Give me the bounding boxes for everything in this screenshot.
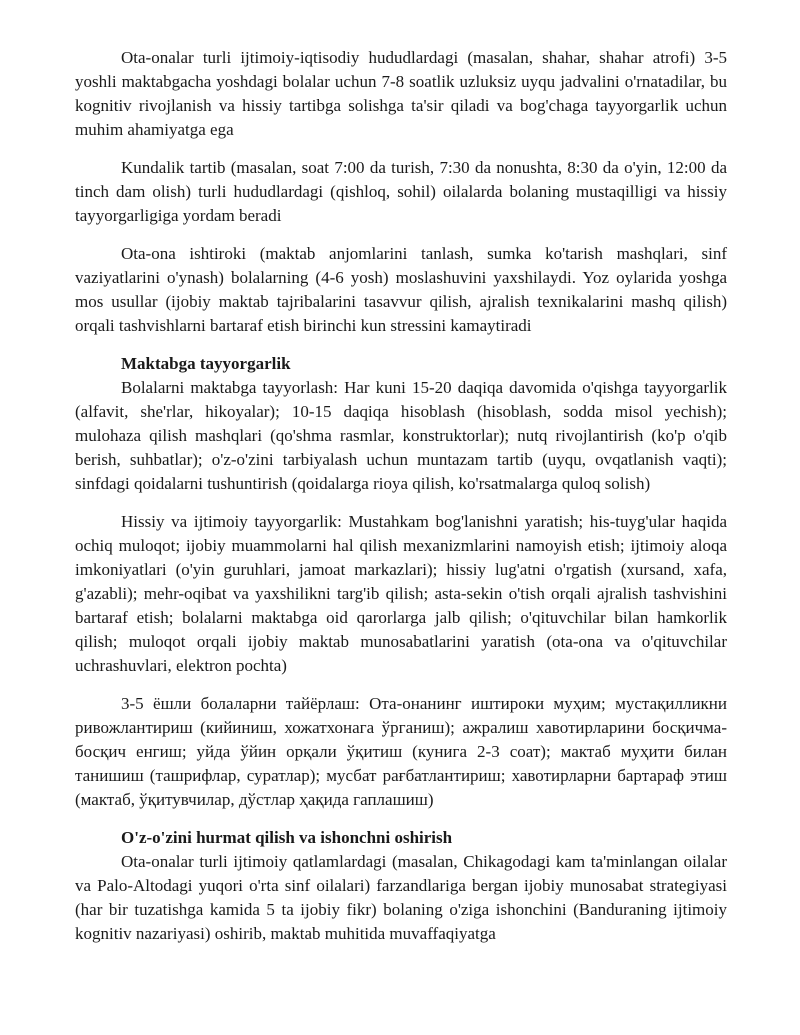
section-heading-self-esteem: O'z-o'zini hurmat qilish va ishonchni oshirish — [121, 828, 453, 847]
text-column — [75, 46, 727, 946]
paragraph-parent-involvement: Ota-ona ishtiroki (maktab anjomlarini tanlash, sumka ko'tarish mashqlari, sinf vaziyatlarini o'ynash) bolalarning (4-6 yosh) moslashuvini yaxshilaydi. Yoz oylarida yoshga mos usullar (ijobiy maktab tajribalarini tasavvur qilish, ajralish texnikalarini mashq qilish) orqali tashvishlarni bartaraf etish birinchi kun stressini kamaytiradi — [75, 244, 727, 335]
paragraph-school-preparation: Bolalarni maktabga tayyorlash: Har kuni 15-20 daqiqa davomida o'qishga tayyorgarlik (alfavit, she'rlar, hikoyalar); 10-15 daqiqa hisoblash (hisoblash, sodda misol yechish); mulohaza qilish mashqlari (qo'shma rasmlar, konstruktorlar); nutq rivojlantirish (ko'p o'qib berish, suhbatlar); o'z-o'zini tarbiyalash uchun muntazam tartib (uyqu, ovqatlanish vaqti); sinfdagi qoidalarni tushuntirish (qoidalarga rioya qilish, ko'rsatmalarga quloq solish) — [75, 378, 727, 493]
section-heading-school-readiness: Maktabga tayyorgarlik — [121, 354, 291, 373]
paragraph-daily-routine: Kundalik tartib (masalan, soat 7:00 da turish, 7:30 da nonushta, 8:30 da o'yin, 12:00 da tinch dam olish) turli hududlardagi (qishloq, sohil) oilalarda bolaning mustaqilligi va hissiy tayyorgarligiga yordam beradi — [75, 158, 727, 225]
paragraph-positive-strategy: Ota-onalar turli ijtimoiy qatlamlardagi (masalan, Chikagodagi kam ta'minlangan oilalar va Palo-Altodagi yuqori o'rta sinf oilalari) farzandlariga bergan ijobiy munosabat strategiyasi (har bir tuzatishga kamida 5 ta ijobiy fikr) bolaning o'ziga ishonchini (Banduraning ijtimoiy kognitiv nazariyasi) oshirib, maktab muhitida muvaffaqiyatga — [75, 852, 727, 943]
paragraph-sleep-schedule: Ota-onalar turli ijtimoiy-iqtisodiy hududlardagi (masalan, shahar, shahar atrofi) 3-5 yoshli maktabgacha yoshdagi bolalar uchun 7-8 soatlik uzluksiz uyqu jadvalini o'rnatadilar, bu kognitiv rivojlanish va hissiy tartibga solishga ta'sir qiladi va bog'chaga tayyorgarlik uchun muhim ahamiyatga ega — [75, 48, 727, 139]
paragraph-cyrillic-preparation: 3-5 ёшли болаларни тайёрлаш: Ота-онанинг иштироки муҳим; мустақилликни ривожлантириш (кийиниш, хожатхонага ўрганиш); ажралиш хавотирларини босқичма-босқич енгиш; уйда ўйин орқали ўқитиш (кунига 2-3 соат); мактаб муҳити билан танишиш (ташрифлар, суратлар); мусбат рағбатлантириш; хавотирларни бартараф этиш (мактаб, ўқитувчилар, дўстлар ҳақида гаплашиш) — [75, 694, 727, 809]
paragraph-emotional-social: Hissiy va ijtimoiy tayyorgarlik: Mustahkam bog'lanishni yaratish; his-tuyg'ular haqida ochiq muloqot; ijobiy muammolarni hal qilish mexanizmlarini namoyish etish; ijtimoiy aloqa imkoniyatlari (o'yin guruhlari, jamoat markazlari); hissiy lug'atni o'rgatish (xursand, xafa, g'azabli); mehr-oqibat va yaxshilikni targ'ib qilish; asta-sekin o'tish orqali ajralish tashvishini bartaraf etish; bolalarni maktabga oid qarorlarga jalb qilish; o'qituvchilar bilan hamkorlik qilish; muloqot orqali ijobiy maktab munosabatlarini yaratish (ota-ona va o'qituvchilar uchrashuvlari, elektron pochta) — [75, 512, 727, 675]
